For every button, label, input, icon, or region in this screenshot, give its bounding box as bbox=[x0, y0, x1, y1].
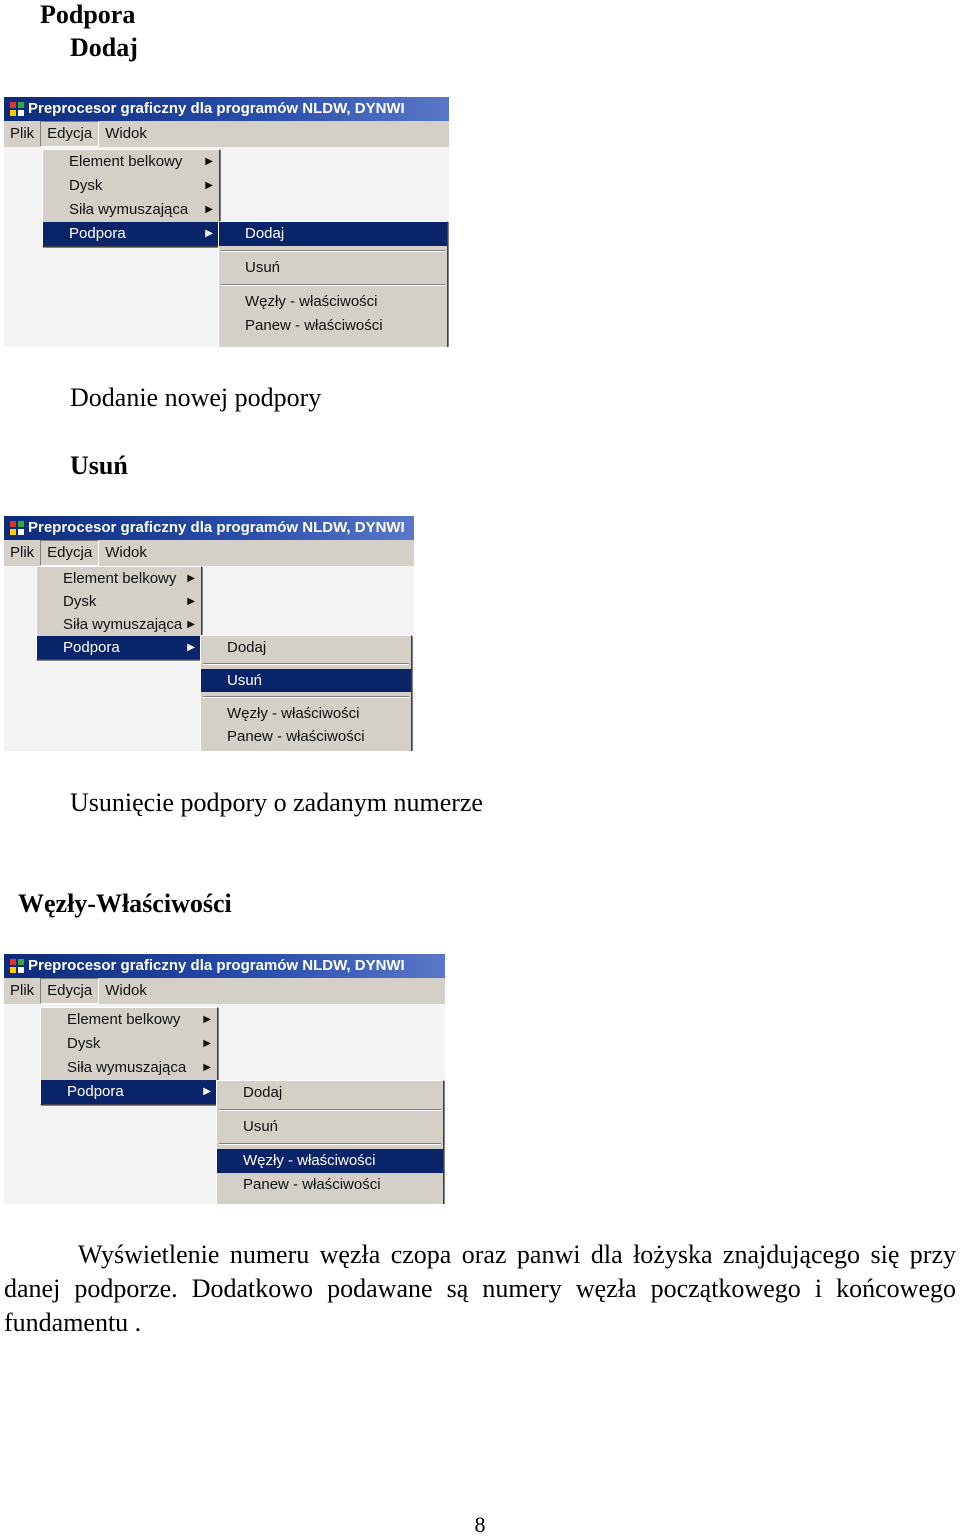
menu-item-label: Element belkowy bbox=[69, 153, 183, 170]
submenu-arrow-icon: ▶ bbox=[203, 1014, 211, 1025]
submenu-arrow-icon: ▶ bbox=[203, 1038, 211, 1049]
submenu-arrow-icon: ▶ bbox=[187, 596, 195, 607]
menu-item-element-belkowy[interactable] bbox=[37, 567, 201, 590]
menu-item-dysk[interactable] bbox=[43, 174, 219, 198]
screenshot-dodaj bbox=[4, 97, 449, 347]
podpora-submenu bbox=[200, 635, 412, 751]
window-title: Preprocesor graficzny dla programów NLDW, DYNWI bbox=[28, 957, 405, 974]
menu-item-usun[interactable]: Usuń bbox=[245, 259, 281, 276]
menu-item-dodaj[interactable]: Dodaj bbox=[219, 222, 447, 246]
edycja-dropdown bbox=[42, 149, 220, 247]
menu-edycja[interactable]: Edycja bbox=[40, 121, 99, 147]
window-titlebar bbox=[4, 97, 449, 121]
menu-item-podpora[interactable] bbox=[41, 1080, 217, 1104]
podpora-submenu bbox=[216, 1080, 444, 1204]
submenu-arrow-icon: ▶ bbox=[203, 1062, 211, 1073]
menu-item-panew[interactable]: Panew - właściwości bbox=[245, 317, 383, 334]
menu-item-label: Podpora bbox=[69, 225, 126, 242]
menu-item-element-belkowy[interactable] bbox=[41, 1008, 217, 1032]
screenshot-usun bbox=[4, 516, 414, 751]
menu-item-dysk[interactable] bbox=[37, 590, 201, 613]
menu-widok[interactable]: Widok bbox=[105, 982, 147, 999]
heading-usun: Usuń bbox=[70, 451, 128, 480]
heading-dodaj: Dodaj bbox=[70, 33, 138, 62]
menu-edycja[interactable]: Edycja bbox=[40, 978, 99, 1004]
submenu-arrow-icon: ▶ bbox=[187, 642, 195, 653]
menu-item-panew[interactable]: Panew - właściwości bbox=[243, 1176, 381, 1193]
menu-separator bbox=[203, 696, 409, 698]
heading-wezly: Węzły-Właściwości bbox=[18, 889, 232, 918]
menu-item-label: Dysk bbox=[67, 1035, 101, 1052]
menu-item-dysk[interactable] bbox=[41, 1032, 217, 1056]
menu-item-usun[interactable]: Usuń bbox=[201, 669, 411, 692]
menu-item-sila-wymuszajaca[interactable] bbox=[37, 613, 201, 636]
submenu-arrow-icon: ▶ bbox=[203, 1086, 211, 1097]
screenshot-wezly bbox=[4, 954, 445, 1204]
menu-widok[interactable]: Widok bbox=[105, 544, 147, 561]
menu-separator bbox=[219, 1109, 441, 1111]
menu-edycja[interactable]: Edycja bbox=[40, 540, 99, 566]
menubar bbox=[4, 540, 414, 566]
submenu-arrow-icon: ▶ bbox=[187, 573, 195, 584]
menu-item-label: Siła wymuszająca bbox=[67, 1059, 187, 1076]
menu-separator bbox=[221, 284, 445, 286]
menu-item-element-belkowy[interactable] bbox=[43, 150, 219, 174]
section-title: Podpora bbox=[40, 0, 136, 29]
menu-item-panew[interactable]: Panew - właściwości bbox=[227, 728, 365, 745]
page-number: 8 bbox=[474, 1512, 486, 1537]
menu-item-dodaj[interactable]: Dodaj bbox=[227, 639, 267, 656]
menu-item-wezly[interactable]: Węzły - właściwości bbox=[245, 293, 378, 310]
submenu-arrow-icon: ▶ bbox=[205, 180, 213, 191]
menu-item-label: Element belkowy bbox=[63, 570, 177, 587]
menu-plik[interactable]: Plik bbox=[10, 125, 35, 142]
window-title: Preprocesor graficzny dla programów NLDW, DYNWI bbox=[28, 519, 405, 536]
window-titlebar bbox=[4, 954, 445, 978]
menu-item-podpora[interactable] bbox=[37, 636, 201, 659]
submenu-arrow-icon: ▶ bbox=[205, 228, 213, 239]
menu-plik[interactable]: Plik bbox=[10, 982, 35, 999]
window-titlebar bbox=[4, 516, 414, 540]
description-paragraph: Wyświetlenie numeru węzła czopa oraz panwi dla łożyska znajdującego się przy danej podporze. Dodatkowo podawane są numery węzła początkowego i końcowego fundamentu . bbox=[4, 1240, 956, 1337]
window-title: Preprocesor graficzny dla programów NLDW, DYNWI bbox=[28, 100, 405, 117]
submenu-arrow-icon: ▶ bbox=[205, 204, 213, 215]
menu-separator bbox=[203, 663, 409, 665]
menu-widok[interactable]: Widok bbox=[105, 125, 147, 142]
edycja-dropdown bbox=[36, 566, 202, 660]
app-icon bbox=[10, 959, 24, 973]
menu-item-label: Siła wymuszająca bbox=[69, 201, 189, 218]
caption-dodaj: Dodanie nowej podpory bbox=[70, 383, 322, 412]
podpora-submenu bbox=[218, 221, 448, 347]
menu-item-wezly[interactable]: Węzły - właściwości bbox=[227, 705, 360, 722]
submenu-arrow-icon: ▶ bbox=[205, 156, 213, 167]
menu-separator bbox=[221, 250, 445, 252]
menu-item-dodaj[interactable]: Dodaj bbox=[243, 1084, 283, 1101]
menubar bbox=[4, 978, 445, 1004]
menu-item-label: Element belkowy bbox=[67, 1011, 181, 1028]
menu-item-podpora[interactable] bbox=[43, 222, 219, 246]
menu-separator bbox=[219, 1143, 441, 1145]
app-icon bbox=[10, 102, 24, 116]
submenu-arrow-icon: ▶ bbox=[187, 619, 195, 630]
menu-item-label: Siła wymuszająca bbox=[63, 616, 183, 633]
menu-item-wezly[interactable]: Węzły - właściwości bbox=[217, 1149, 443, 1173]
menu-plik[interactable]: Plik bbox=[10, 544, 35, 561]
menu-item-label: Podpora bbox=[67, 1083, 124, 1100]
menubar bbox=[4, 121, 449, 147]
menu-item-sila-wymuszajaca[interactable] bbox=[43, 198, 219, 222]
menu-item-label: Dysk bbox=[63, 593, 97, 610]
caption-usun: Usunięcie podpory o zadanym numerze bbox=[70, 788, 483, 817]
menu-item-usun[interactable]: Usuń bbox=[243, 1118, 279, 1135]
menu-item-label: Podpora bbox=[63, 639, 120, 656]
menu-item-sila-wymuszajaca[interactable] bbox=[41, 1056, 217, 1080]
edycja-dropdown bbox=[40, 1007, 218, 1105]
app-icon bbox=[10, 521, 24, 535]
menu-item-label: Dysk bbox=[69, 177, 103, 194]
